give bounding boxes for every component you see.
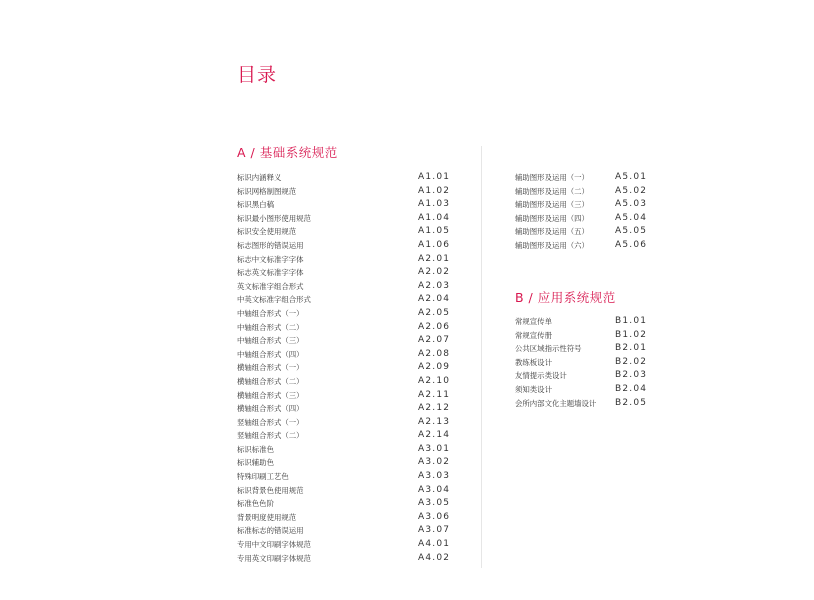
section-a-heading: A / 基础系统规范 [237, 145, 338, 160]
toc-entry-label: 标志图形的错误运用 [237, 240, 304, 250]
toc-entry[interactable] [237, 552, 462, 566]
toc-entry-page-code: A2.11 [418, 389, 451, 400]
toc-entry-page-code: A5.05 [615, 226, 648, 237]
toc-entry[interactable] [515, 383, 655, 397]
toc-entry[interactable] [237, 443, 462, 457]
toc-entry[interactable] [237, 171, 462, 185]
toc-entry[interactable] [237, 375, 462, 389]
toc-entry-label: 标识背景色使用规范 [237, 485, 304, 495]
toc-entry-label: 标志英文标准字字体 [237, 268, 304, 278]
toc-entry-label: 专用英文印刷字体规范 [237, 553, 311, 563]
toc-entry-label: 辅助图形及运用（六） [515, 240, 589, 250]
toc-entry[interactable] [237, 293, 462, 307]
toc-entry[interactable] [237, 361, 462, 375]
toc-entry-page-code: B1.02 [615, 329, 648, 340]
toc-entry[interactable] [515, 397, 655, 411]
toc-entry[interactable] [237, 307, 462, 321]
toc-entry-label: 中英文标准字组合形式 [237, 295, 311, 305]
toc-entry-label: 横轴组合形式（四） [237, 404, 304, 414]
toc-entry-page-code: A2.07 [418, 335, 451, 346]
toc-entry-page-code: A2.03 [418, 280, 451, 291]
toc-entry[interactable] [237, 484, 462, 498]
toc-entry-page-code: A1.02 [418, 185, 451, 196]
toc-entry-label: 专用中文印刷字体规范 [237, 540, 311, 550]
toc-entry-page-code: A4.01 [418, 539, 451, 550]
toc-entry-label: 特殊印刷工艺色 [237, 472, 289, 482]
toc-entry-label: 常规宣传册 [515, 330, 552, 340]
toc-entry[interactable] [237, 321, 462, 335]
toc-entry[interactable] [515, 329, 655, 343]
toc-entry-label: 标识内涵释义 [237, 173, 282, 182]
toc-entry-page-code: A3.07 [418, 525, 451, 536]
toc-entry[interactable] [237, 402, 462, 416]
toc-entry-label: 辅助图形及运用（二） [515, 186, 589, 196]
toc-entry[interactable] [237, 266, 462, 280]
toc-entry-page-code: A3.02 [418, 457, 451, 468]
toc-entry-page-code: A3.03 [418, 471, 451, 482]
toc-entry-page-code: A5.01 [615, 172, 648, 182]
toc-entry-page-code: A3.04 [418, 484, 451, 495]
toc-entry-label: 英文标准字组合形式 [237, 281, 304, 291]
toc-entry-page-code: B2.05 [615, 397, 648, 408]
toc-entry[interactable] [237, 497, 462, 511]
toc-entry[interactable] [237, 280, 462, 294]
toc-entry-label: 横轴组合形式（三） [237, 390, 304, 400]
section-a-list [237, 171, 462, 565]
toc-entry-page-code: B2.01 [615, 343, 648, 354]
toc-entry[interactable] [237, 198, 462, 212]
toc-entry[interactable] [237, 470, 462, 484]
page-title: 目录 [237, 64, 278, 86]
toc-entry-page-code: A5.02 [615, 185, 648, 196]
toc-entry[interactable] [237, 185, 462, 199]
toc-entry-label: 标准色色阶 [237, 499, 274, 509]
toc-entry-label: 辅助图形及运用（一） [515, 173, 589, 182]
toc-entry-page-code: A2.05 [418, 307, 451, 318]
toc-entry[interactable] [237, 225, 462, 239]
toc-entry-page-code: A2.02 [418, 267, 451, 278]
toc-entry-label: 标识辅助色 [237, 458, 274, 468]
toc-entry[interactable] [237, 524, 462, 538]
column-divider [481, 146, 482, 568]
toc-entry-label: 中轴组合形式（二） [237, 322, 304, 332]
toc-entry-label: 中轴组合形式（四） [237, 349, 304, 359]
toc-entry-page-code: B2.04 [615, 383, 648, 394]
toc-entry-label: 标识最小图形使用规范 [237, 213, 311, 223]
toc-entry-label: 横轴组合形式（一） [237, 363, 304, 373]
toc-entry[interactable] [237, 348, 462, 362]
toc-entry[interactable] [515, 171, 655, 185]
toc-entry[interactable] [515, 342, 655, 356]
toc-entry-page-code: A3.01 [418, 443, 451, 454]
toc-entry-page-code: A2.12 [418, 403, 451, 414]
toc-entry[interactable] [515, 356, 655, 370]
section-b-heading: B / 应用系统规范 [515, 290, 616, 305]
toc-entry-label: 公共区域指示性符号 [515, 344, 582, 354]
toc-entry-page-code: A2.10 [418, 375, 451, 386]
toc-entry[interactable] [237, 212, 462, 226]
toc-entry-page-code: A3.05 [418, 498, 451, 509]
section-a-continued-list [515, 171, 655, 253]
toc-entry[interactable] [515, 239, 655, 253]
toc-entry-page-code: A5.03 [615, 199, 648, 210]
toc-entry-label: 中轴组合形式（一） [237, 308, 304, 318]
toc-entry-page-code: A2.04 [418, 294, 451, 305]
toc-entry[interactable] [515, 315, 655, 329]
toc-entry-label: 标识网格制图规范 [237, 186, 297, 196]
toc-entry-page-code: A2.06 [418, 321, 451, 332]
toc-entry-page-code: A1.04 [418, 212, 451, 223]
toc-entry-page-code: A4.02 [418, 552, 451, 563]
toc-entry-page-code: A2.14 [418, 430, 451, 441]
toc-entry-label: 教练板设计 [515, 357, 552, 367]
toc-entry[interactable] [237, 253, 462, 267]
section-b-list [515, 315, 655, 410]
toc-entry-label: 辅助图形及运用（五） [515, 227, 589, 237]
toc-entry-page-code: B2.03 [615, 370, 648, 381]
toc-entry-label: 标识安全使用规范 [237, 227, 297, 237]
toc-entry[interactable] [237, 456, 462, 470]
toc-entry-label: 背景明度使用规范 [237, 512, 297, 522]
toc-entry-page-code: A5.04 [615, 212, 648, 223]
toc-entry-label: 常规宣传单 [515, 317, 552, 326]
toc-entry-page-code: A2.08 [418, 348, 451, 359]
toc-entry[interactable] [237, 511, 462, 525]
toc-entry-label: 竖轴组合形式（二） [237, 431, 304, 441]
toc-entry-page-code: A3.06 [418, 511, 451, 522]
toc-entry[interactable] [237, 334, 462, 348]
toc-entry[interactable] [237, 538, 462, 552]
toc-entry-label: 标志中文标准字字体 [237, 254, 304, 264]
toc-entry[interactable] [515, 225, 655, 239]
toc-entry-page-code: A5.06 [615, 239, 648, 250]
toc-entry-label: 友情提示类设计 [515, 371, 567, 381]
toc-entry-label: 须知类设计 [515, 384, 552, 394]
toc-entry-page-code: A1.03 [418, 199, 451, 210]
toc-entry-page-code: A1.06 [418, 239, 451, 250]
toc-entry-page-code: A2.13 [418, 416, 451, 427]
toc-entry[interactable] [515, 185, 655, 199]
toc-entry[interactable] [237, 429, 462, 443]
toc-entry-page-code: A2.01 [418, 253, 451, 264]
toc-entry[interactable] [237, 239, 462, 253]
toc-entry-label: 辅助图形及运用（三） [515, 200, 589, 210]
toc-entry-page-code: B1.01 [615, 316, 648, 326]
toc-entry-page-code: A2.09 [418, 362, 451, 373]
toc-entry[interactable] [237, 389, 462, 403]
toc-entry-label: 中轴组合形式（三） [237, 336, 304, 346]
toc-entry-page-code: A1.01 [418, 172, 451, 182]
toc-entry[interactable] [515, 212, 655, 226]
toc-entry[interactable] [237, 416, 462, 430]
toc-entry-label: 辅助图形及运用（四） [515, 213, 589, 223]
toc-entry-page-code: B2.02 [615, 356, 648, 367]
toc-entry-label: 标识标准色 [237, 444, 274, 454]
toc-entry[interactable] [515, 369, 655, 383]
toc-entry-label: 横轴组合形式（二） [237, 376, 304, 386]
toc-entry-page-code: A1.05 [418, 226, 451, 237]
toc-entry-label: 标识黑白稿 [237, 200, 274, 210]
toc-entry-label: 标准标志的错误运用 [237, 526, 304, 536]
toc-entry-label: 会所内部文化主题墙设计 [515, 398, 597, 408]
toc-entry-label: 竖轴组合形式（一） [237, 417, 304, 427]
toc-entry[interactable] [515, 198, 655, 212]
